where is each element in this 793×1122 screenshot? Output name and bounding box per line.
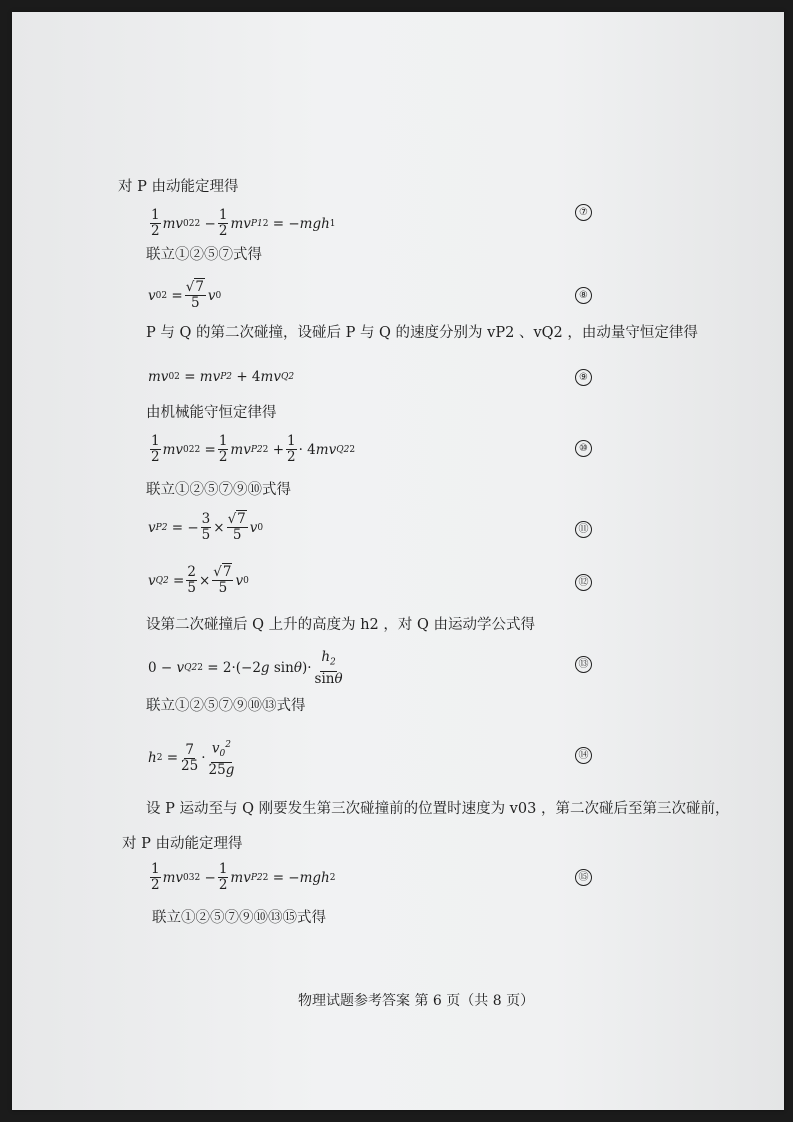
text-line: 联立①②⑤⑦式得: [146, 247, 262, 263]
equation-marker: ⑩: [575, 440, 592, 457]
equation-marker: ⑭: [575, 747, 592, 764]
equation-13: 0 − v Q2 2 = 2·(−2 g sin θ )· $\frac{h_2}{\sin\theta}$: [148, 649, 343, 687]
equation-11: v P2 = − $\frac{3}{5}$ × $\frac{√7}{5}$ v 0: [148, 511, 264, 543]
text-line: 联立①②⑤⑦⑨⑩式得: [146, 482, 291, 498]
equation-marker: ⑫: [575, 574, 592, 591]
equation-12: v Q2 = $\frac{2}{5}$ × $\frac{√7}{5}$ v 0: [148, 564, 249, 596]
text-line: 联立①②⑤⑦⑨⑩⑬式得: [146, 698, 306, 714]
text-line: 联立①②⑤⑦⑨⑩⑬⑮式得: [152, 910, 326, 926]
answer-sheet-page: [12, 12, 784, 1110]
text-line: 设第二次碰撞后 Q 上升的高度为 h2 ，对 Q 由运动学公式得: [146, 617, 535, 633]
text-line: 对 P 由动能定理得: [118, 179, 239, 195]
equation-7: $\frac{1}{2}$ m v 02 2 − $\frac{1}{2}$ m v P1 2 = − mgh 1: [151, 207, 336, 239]
text-line: P 与 Q 的第二次碰撞，设碰后 P 与 Q 的速度分别为 vP2 、vQ2 ，由动量守恒定律得: [146, 325, 698, 341]
equation-marker: ⑨: [575, 369, 592, 386]
equation-9: mv 02 = mv P2 + 4 mv Q2: [148, 369, 295, 385]
equation-10: $\frac{1}{2}$ mv 02 2 = $\frac{1}{2}$ mv P2 2 + $\frac{1}{2}$ · 4 mv Q2 2: [151, 433, 356, 465]
text-line: 由机械能守恒定律得: [146, 405, 277, 421]
equation-marker: ⑦: [575, 204, 592, 221]
equation-15: $\frac{1}{2}$ mv 03 2 − $\frac{1}{2}$ mv P2 2 = − mgh 2: [151, 861, 336, 893]
text-line: 设 P 运动至与 Q 刚要发生第三次碰撞前的位置时速度为 v03 ，第二次碰后至第三次碰前，: [146, 801, 730, 817]
text-line: 对 P 由动能定理得: [122, 836, 243, 852]
equation-14: h 2 = $\frac{7}{25}$ · $\frac{v_0^2}{25g}$: [148, 740, 235, 779]
equation-marker: ⑮: [575, 869, 592, 886]
equation-marker: ⑧: [575, 287, 592, 304]
page-footer: 物理试题参考答案 第 6 页（共 8 页）: [298, 993, 535, 1009]
equation-marker: ⑪: [575, 521, 592, 538]
equation-marker: ⑬: [575, 656, 592, 673]
equation-8: v 02 = $\frac{√7}{5}$ v 0: [148, 279, 222, 311]
